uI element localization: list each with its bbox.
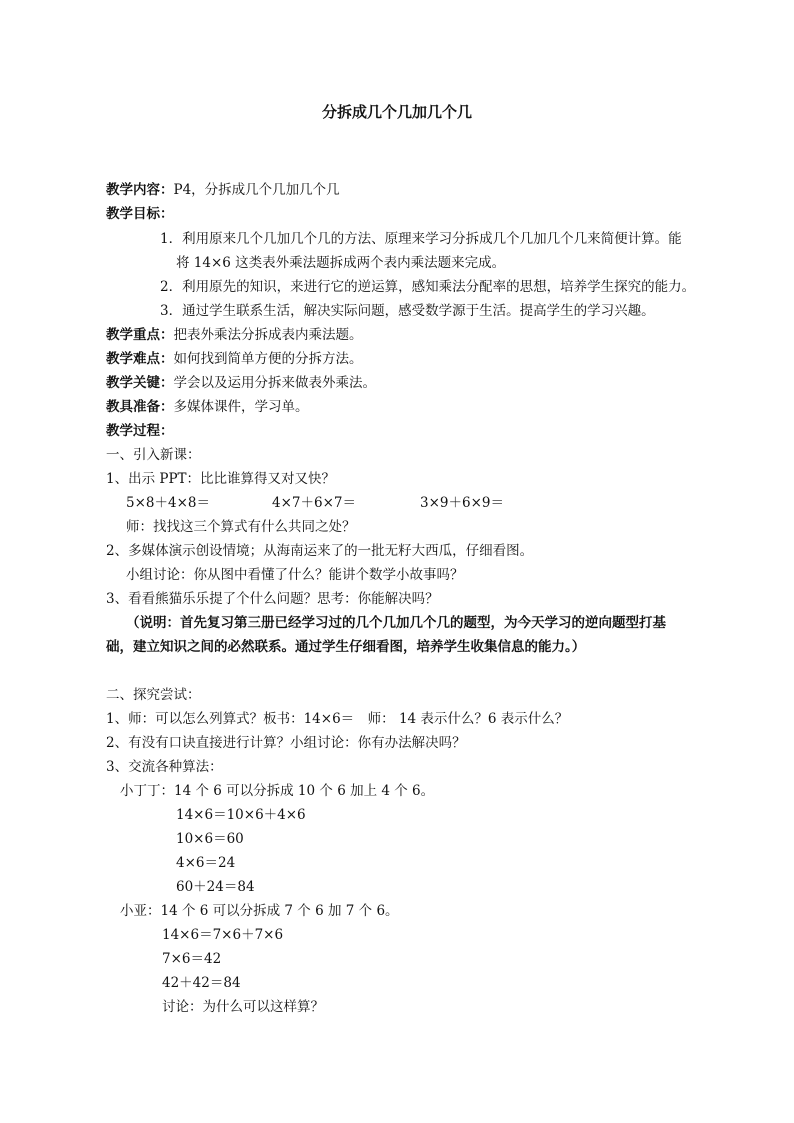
crux-label: 教学关键： [106,375,174,391]
tools-line [106,395,309,419]
tools-value: 多媒体课件，学习单。 [173,399,309,415]
goal-1-line-2: 将 14×6 这类表外乘法题拆成两个表内乘法题来完成。 [176,255,506,271]
section-2-step-1: 1、师：可以怎么列算式？板书：14×6＝ 师： 14 表示什么？6 表示什么？ [106,711,569,727]
xiaoya-step-2: 7×6＝42 [162,951,222,967]
expression-3: 3×9＋6×9＝ [420,495,504,511]
note-line-1: （说明：首先复习第三册已经学习过的几个几加几个几的题型，为今天学习的逆向题型打基 [126,615,666,631]
section-1-heading: 一、引入新课： [106,447,201,463]
tools-label: 教具准备： [106,399,174,415]
xiaodingding-intro: 小丁丁：14 个 6 可以分拆成 10 个 6 加上 4 个 6。 [120,783,435,799]
discussion-question: 讨论：为什么可以这样算？ [162,999,324,1015]
xiaoya-step-3: 42＋42＝84 [162,975,241,991]
section-1-step-1: 1、出示 PPT：比比谁算得又对又快？ [106,471,336,487]
xiaoya-step-1: 14×6＝7×6＋7×6 [162,927,284,943]
crux-line [106,371,376,395]
expression-1: 5×8＋4×8＝ [126,495,210,511]
section-2-step-2: 2、有没有口诀直接进行计算？小组讨论：你有办法解决吗？ [106,735,466,751]
document-title: 分拆成几个几加几个几 [321,103,472,121]
expression-2: 4×7＋6×7＝ [272,495,356,511]
xiaoya-intro: 小亚：14 个 6 可以分拆成 7 个 6 加 7 个 6。 [120,903,399,919]
section-1-step-3: 3、看看熊猫乐乐提了个什么问题？思考：你能解决吗？ [106,591,439,607]
teaching-content-line [106,178,340,202]
key-point-value: 把表外乘法分拆成表内乘法题。 [173,327,363,343]
teaching-goals-label: 教学目标： [106,206,174,222]
process-label: 教学过程： [106,423,174,439]
teaching-content-value: P4，分拆成几个几加几个几 [173,182,340,198]
xiaodingding-step-1: 14×6＝10×6＋4×6 [176,807,306,823]
xiaodingding-step-4: 60＋24＝84 [176,879,255,895]
goal-3: 3．通过学生联系生活，解决实际问题，感受数学源于生活。提高学生的学习兴趣。 [160,303,655,319]
section-2-heading: 二、探究尝试： [106,687,201,703]
goal-2: 2．利用原先的知识，来进行它的逆运算，感知乘法分配率的思想，培养学生探究的能力。 [160,279,696,295]
difficulty-label: 教学难点： [106,351,174,367]
goal-1-line-1: 1．利用原来几个几加几个几的方法、原理来学习分拆成几个几加几个几来简便计算。能 [160,231,682,247]
xiaodingding-step-3: 4×6＝24 [176,855,236,871]
note-line-2: 础，建立知识之间的必然联系。通过学生仔细看图，培养学生收集信息的能力。） [106,639,586,655]
key-point-line [106,323,363,347]
group-discussion: 小组讨论：你从图中看懂了什么？能讲个数学小故事吗？ [126,567,464,583]
section-2-step-3: 3、交流各种算法： [106,759,223,775]
teaching-content-label: 教学内容： [106,182,174,198]
difficulty-line [106,347,363,371]
key-point-label: 教学重点： [106,327,174,343]
difficulty-value: 如何找到简单方便的分拆方法。 [173,351,363,367]
section-1-step-2: 2、多媒体演示创设情境；从海南运来了的一批无籽大西瓜，仔细看图。 [106,543,534,559]
teacher-question: 师：找找这三个算式有什么共同之处？ [126,519,356,535]
crux-value: 学会以及运用分拆来做表外乘法。 [173,375,376,391]
xiaodingding-step-2: 10×6＝60 [176,831,244,847]
